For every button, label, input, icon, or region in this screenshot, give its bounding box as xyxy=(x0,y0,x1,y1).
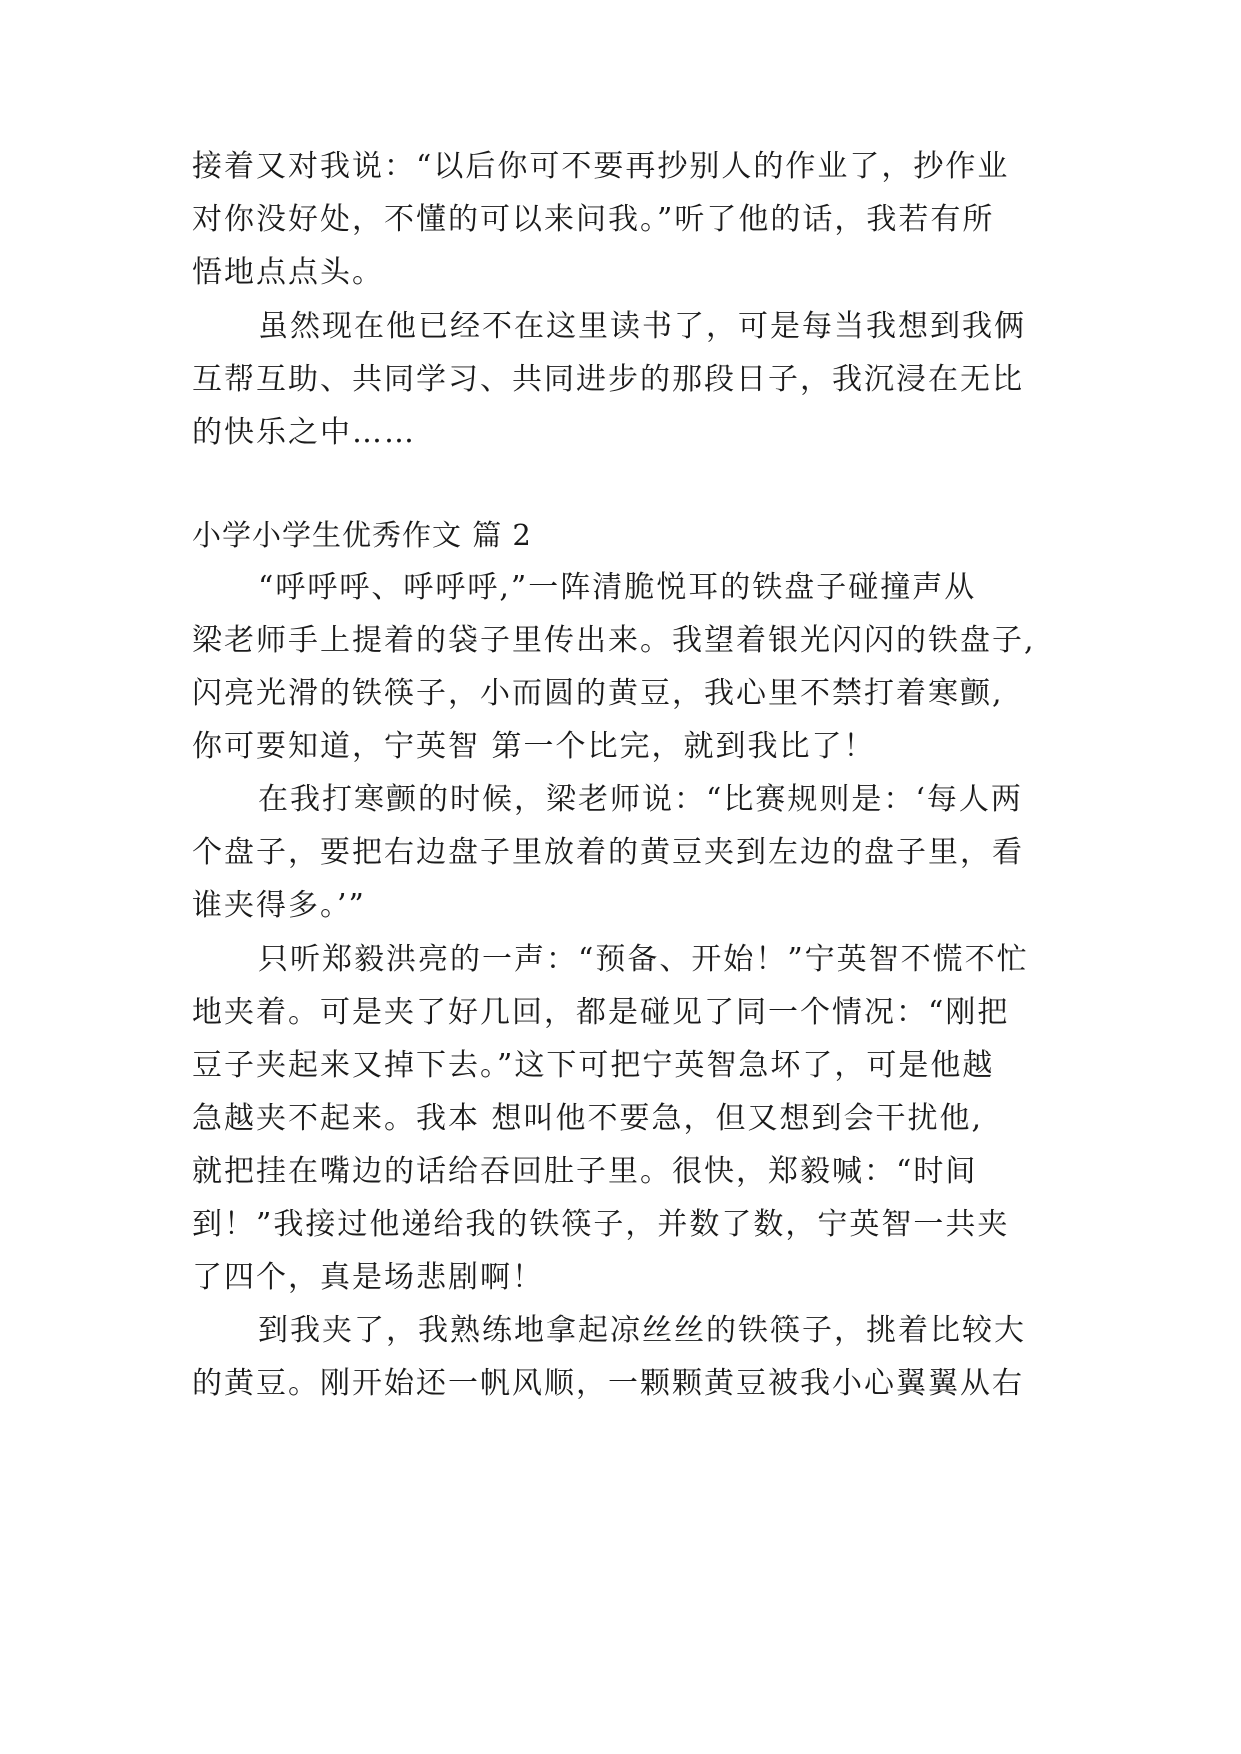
paragraph-line: 到！”我接过他递给我的铁筷子，并数了数，宁英智一共夹 xyxy=(192,1207,1010,1242)
paragraph-line: 梁老师手上提着的袋子里传出来。我望着银光闪闪的铁盘子, xyxy=(192,623,1036,658)
paragraph-line: 你可要知道，宁英智 第一个比完，就到我比了！ xyxy=(192,729,876,764)
paragraph-line: 只听郑毅洪亮的一声：“预备、开始！”宁英智不慌不忙 xyxy=(258,942,1029,977)
paragraph-line: 的黄豆。刚开始还一帆风顺，一颗颗黄豆被我小心翼翼从右 xyxy=(192,1366,1024,1401)
paragraph-line: 就把挂在嘴边的话给吞回肚子里。很快，郑毅喊：“时间 xyxy=(192,1154,978,1189)
paragraph-line: 互帮互助、共同学习、共同进步的那段日子，我沉浸在无比 xyxy=(192,362,1024,397)
section-heading: 小学小学生优秀作文 篇 2 xyxy=(192,518,532,552)
paragraph-line: 谁夹得多。’” xyxy=(192,888,366,923)
paragraph-line: 急越夹不起来。我本 想叫他不要急，但又想到会干扰他, xyxy=(192,1101,984,1136)
paragraph-line: 豆子夹起来又掉下去。”这下可把宁英智急坏了，可是他越 xyxy=(192,1048,995,1083)
paragraph-line: 的快乐之中…… xyxy=(192,415,416,450)
paragraph-line: 闪亮光滑的铁筷子，小而圆的黄豆，我心里不禁打着寒颤, xyxy=(192,676,1004,711)
paragraph-line: 对你没好处，不懂的可以来问我。”听了他的话，我若有所 xyxy=(192,202,995,237)
paragraph-line: “呼呼呼、呼呼呼,”一阵清脆悦耳的铁盘子碰撞声从 xyxy=(258,570,977,605)
paragraph-line: 个盘子，要把右边盘子里放着的黄豆夹到左边的盘子里，看 xyxy=(192,835,1024,870)
paragraph-line: 虽然现在他已经不在这里读书了，可是每当我想到我俩 xyxy=(258,309,1026,344)
paragraph-line: 接着又对我说：“以后你可不要再抄别人的作业了，抄作业 xyxy=(192,149,1010,184)
paragraph-line: 在我打寒颤的时候，梁老师说：“比赛规则是：‘每人两 xyxy=(258,782,1023,817)
paragraph-line: 悟地点点头。 xyxy=(192,255,384,290)
paragraph-line: 到我夹了，我熟练地拿起凉丝丝的铁筷子，挑着比较大 xyxy=(258,1313,1026,1348)
paragraph-line: 了四个，真是场悲剧啊！ xyxy=(192,1260,544,1295)
paragraph-line: 地夹着。可是夹了好几回，都是碰见了同一个情况：“刚把 xyxy=(192,995,1010,1030)
